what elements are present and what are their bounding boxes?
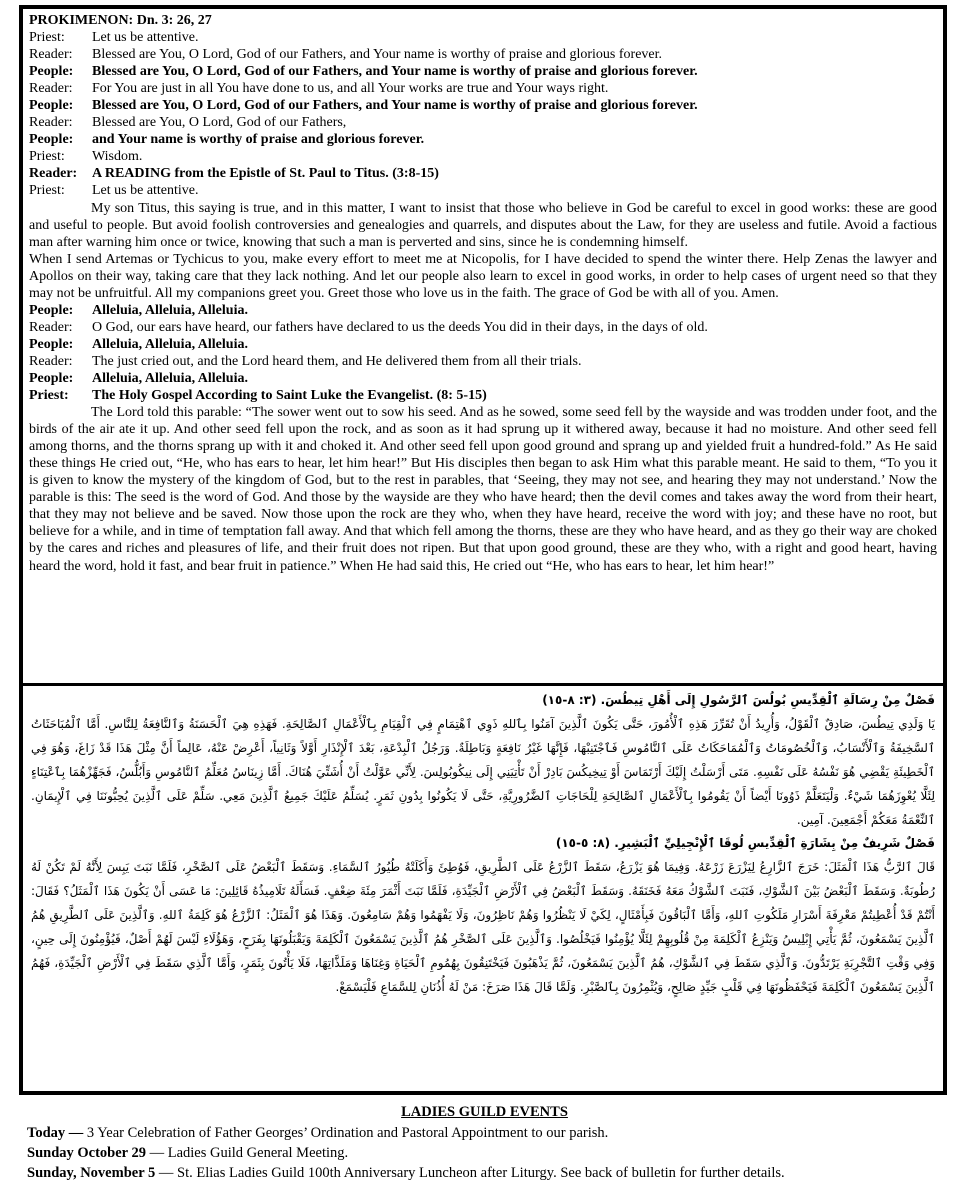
liturgy-line <box>29 114 937 131</box>
liturgy-line <box>29 370 937 387</box>
speaker-label: Priest: <box>29 30 65 46</box>
liturgy-line <box>29 29 937 46</box>
event-item <box>27 1123 942 1143</box>
speaker-label: Priest: <box>29 388 69 404</box>
liturgy-line <box>29 336 937 353</box>
liturgy-line <box>29 46 937 63</box>
ladies-guild-events <box>27 1102 942 1183</box>
event-item <box>27 1143 942 1163</box>
liturgy-line <box>29 353 937 370</box>
speaker-label: Reader: <box>29 319 73 335</box>
liturgy-line <box>29 387 937 404</box>
speaker-label: Reader: <box>29 166 78 182</box>
arabic-readings <box>31 689 935 1089</box>
liturgy-line <box>29 148 937 165</box>
speaker-label: Reader: <box>29 47 73 63</box>
epistle-paragraph-2: When I send Artemas or Tychicus to you, make every effort to meet me at Nicopolis, for I have decided to spend the winter there. Help Zenas the lawyer and Apollos on their way, taking care that they lack nothing. And let our people also learn to excel in good works, in order to help cases of urgent need so that they may not be unfruitful. All my companions greet you. Greet those who love us in the faith. The grace of God be with all of you. Amen. <box>29 251 937 301</box>
gospel-text: The Lord told this parable: “The sower went out to sow his seed. And as he sowed, some seed fell by the wayside and was trodden under foot, and the birds of the air ate it up. And other seed fell upon the rock, and as soon as it had sprung up it withered away, because it had no moisture. And other seed fell among thorns, and the thorns sprang up with it and choked it. And other seed fell upon good ground and sprang up and yielded fruit a hundred-fold.” As He said these things He cried out, “He, who has ears to hear, let him hear!” But His disciples then began to ask Him what this parable meant. He said to them, “To you it is given to know the mystery of the kingdom of God, but to the rest in parables, that ‘Seeing, they may not see, and hearing they may not understand.’ Now the parable is this: The seed is the word of God. And those by the wayside are they who have heard; then the devil comes and takes away the word from their heart, that they may not believe and be saved. Now those upon the rock are they who, when they have heard, receive the word with joy; and these have no root, but believe for a while, and in time of temptation fall away. And that which fell among the thorns, these are they who have heard, and as they go their way are choked by the cares and riches and pleasures of life, and their fruit does not ripen. But that upon good ground, these are they who, with a right and good heart, having heard the word, hold it fast, and bear fruit in patience.” When He had said this, He cried out “He, who has ears to hear, let him hear!” <box>29 405 937 574</box>
speaker-label: People: <box>29 336 74 352</box>
prokimenon-heading: PROKIMENON: Dn. 3: 26, 27 <box>29 13 212 28</box>
speaker-label: People: <box>29 302 74 318</box>
event-text: 3 Year Celebration of Father Georges’ Ordination and Pastoral Appointment to our parish. <box>83 1125 609 1141</box>
liturgy-line <box>29 302 937 319</box>
line-text: Wisdom. <box>92 149 143 165</box>
liturgy-line <box>29 165 937 182</box>
event-text: — St. Elias Ladies Guild 100th Anniversary Luncheon after Liturgy. See back of bulletin for further details. <box>155 1165 785 1181</box>
speaker-label: Reader: <box>29 81 73 97</box>
line-text: For You are just in all You have done to us, and all Your works are true and Your ways right. <box>92 81 609 97</box>
line-text: Blessed are You, O Lord, God of our Fathers, and Your name is worthy of praise and glorious forever. <box>92 47 663 63</box>
speaker-label: Priest: <box>29 183 65 199</box>
event-label: Sunday, November 5 <box>27 1165 156 1181</box>
event-text: — Ladies Guild General Meeting. <box>145 1145 349 1161</box>
liturgy-line <box>29 63 937 80</box>
speaker-label: People: <box>29 98 74 114</box>
line-text: and Your name is worthy of praise and glorious forever. <box>92 132 425 148</box>
speaker-label: Priest: <box>29 149 65 165</box>
line-text: A READING from the Epistle of St. Paul to Titus. (3:8-15) <box>92 166 439 182</box>
liturgy-line <box>29 182 937 199</box>
line-text: Alleluia, Alleluia, Alleluia. <box>92 302 248 318</box>
line-text: O God, our ears have heard, our fathers have declared to us the deeds You did in their days, in the days of old. <box>92 319 708 335</box>
arabic-gospel-heading: فَصْلٌ شَرِيفٌ مِنْ بِشَارَةِ ٱلْقِدِّيسِ لُوقَا ٱلْإِنْجِيلِيِّ ٱلْبَشِيرِ. (٨: ٥-١٥) <box>555 836 935 851</box>
line-text: Blessed are You, O Lord, God of our Fathers, and Your name is worthy of praise and glorious forever. <box>92 64 698 80</box>
arabic-epistle-heading: فَصْلٌ مِنْ رِسَالَةِ ٱلْقِدِّيسِ بُولُسَ ٱلرَّسُولِ إِلَى أَهْلِ تِيطُسَ. (٣: ٨-١٥) <box>542 693 935 707</box>
line-text: The Holy Gospel According to Saint Luke the Evangelist. (8: 5-15) <box>92 388 487 404</box>
liturgy-line <box>29 97 937 114</box>
speaker-label: Reader: <box>29 115 73 131</box>
line-text: Let us be attentive. <box>92 30 199 46</box>
liturgy-line <box>29 319 937 336</box>
line-text: Alleluia, Alleluia, Alleluia. <box>92 370 248 386</box>
section-divider <box>23 683 943 686</box>
line-text: Alleluia, Alleluia, Alleluia. <box>92 336 248 352</box>
speaker-label: Reader: <box>29 353 73 369</box>
epistle-paragraph-1: My son Titus, this saying is true, and in this matter, I want to insist that those who believe in God be careful to excel in good works: these are good and useful to people. But avoid foolish controversies and genealogies and quarrels, and disputes about the Law, for they are useless and futile. Avoid a factious man after warning him once or twice, knowing that such a man is perverted and sins, since he is condemning himself. <box>29 200 937 250</box>
arabic-epistle-text: يَا وَلَدِي تِيطُسَ، صَادِقٌ ٱلْقَوْلُ، وَأُرِيدُ أَنْ تُقَرِّرَ هَذِهِ ٱلْأُمُورَ، حَتَّى يَكُونَ ٱلَّذِينَ آمَنُوا بِٱللهِ ذَوِي ٱهْتِمَامٍ فِي ٱلْقِيَامِ بِٱلْأَعْمَالِ ٱلصَّالِحَةِ. فَهَذِهِ هِيَ ٱلْحَسَنَةُ وَٱلنَّافِعَةُ لِلنَّاسِ. أَمَّا ٱلْمُبَاحَثَاتُ ٱلسَّخِيفَةُ وَٱلْأَنْسَابُ، وَٱلْخُصُومَاتُ وَٱلْمُمَاحَكَاتُ عَلَى ٱلنَّامُوسِ فَٱجْتَنِبْهَا، فَإِنَّهَا غَيْرُ نَافِعَةٍ وَبَاطِلَةٌ. وَرَجُلُ ٱلْبِدْعَةِ، بَعْدَ ٱلْإِنْذَارِ أَوَّلاً وَثَانِياً، أَعْرِضْ عَنْهُ، عَالِماً أَنَّ مِثْلَ هَذَا قَدْ زَاغَ، وَهُوَ فِي ٱلْخَطِيئَةِ يَقْضِي هُوَ نَفْسُهُ عَلَى نَفْسِهِ. مَتَى أَرْسَلْتُ إِلَيْكَ أَرْتَمَاسَ أَوْ تِيخِيكُسَ بَادِرْ أَنْ تَأْتِيَنِي إِلَى نِيكُوبُولِسَ. لِأَنِّي عَوَّلْتُ أَنْ أُشَتِّيَ هُنَاكَ. أَمَّا زِينَاسُ مُعَلِّمُ ٱلنَّامُوسِ وَأَبُلُّسُ، فَجَهِّزْهُمَا بِٱعْتِنَاءٍ لِئَلَّا يُعْوِزَهُمَا شَيْءٌ. وَلْيَتَعَلَّمْ ذَوُونَا أَيْضاً أَنْ يَقُومُوا بِٱلْأَعْمَالِ ٱلصَّالِحَةِ لِلْحَاجَاتِ ٱلضَّرُورِيَّةِ، حَتَّى لَا يَكُونُوا بِدُونِ ثَمَرٍ. يُسَلِّمُ عَلَيْكَ جَمِيعُ ٱلَّذِينَ مَعِي. سَلِّمْ عَلَى ٱلَّذِينَ يُحِبُّونَنَا فِي ٱلْإِيمَانِ. ٱلنِّعْمَةُ مَعَكُمْ أَجْمَعِينَ. آمِين. <box>31 716 935 827</box>
liturgy-line <box>29 80 937 97</box>
liturgy-line <box>29 131 937 148</box>
line-text: Let us be attentive. <box>92 183 199 199</box>
event-label: Today — <box>27 1125 84 1141</box>
speaker-label: People: <box>29 370 74 386</box>
line-text: Blessed are You, O Lord, God of our Fathers, <box>92 115 347 131</box>
line-text: The just cried out, and the Lord heard them, and He delivered them from all their trials. <box>92 353 582 369</box>
alleluia-lines <box>29 302 937 404</box>
speaker-label: People: <box>29 132 74 148</box>
english-readings <box>29 12 937 680</box>
events-title: LADIES GUILD EVENTS <box>401 1104 568 1120</box>
event-item <box>27 1163 942 1183</box>
speaker-label: People: <box>29 64 74 80</box>
line-text: Blessed are You, O Lord, God of our Fathers, and Your name is worthy of praise and glorious forever. <box>92 98 698 114</box>
prokimenon-lines <box>29 29 937 199</box>
event-label: Sunday October 29 <box>27 1145 146 1161</box>
readings-frame <box>19 5 947 1095</box>
arabic-gospel-text: قَالَ ٱلرَّبُّ هَذَا ٱلْمَثَلَ: خَرَجَ ٱلزَّارِعُ لِيَزْرَعَ زَرْعَهُ. وَفِيمَا هُوَ يَزْرَعُ، سَقَطَ ٱلزَّرْعُ عَلَى ٱلطَّرِيقِ، فَوُطِئَ وَأَكَلَتْهُ طُيُورُ ٱلسَّمَاءِ. وَسَقَطَ ٱلْبَعْضُ عَلَى ٱلصَّخْرِ، فَلَمَّا نَبَتَ يَبِسَ لِأَنَّهُ لَمْ تَكُنْ لَهُ رُطُوبَةٌ. وَسَقَطَ ٱلْبَعْضُ بَيْنَ ٱلشَّوْكِ، فَنَبَتَ ٱلشَّوْكُ مَعَهُ فَخَنَقَهُ. وَسَقَطَ ٱلْبَعْضُ فِي ٱلْأَرْضِ ٱلْجَيِّدَةِ، فَلَمَّا نَبَتَ أَثْمَرَ مِئَةَ ضِعْفٍ. فَسَأَلَهُ تَلَامِيذُهُ قَائِلِينَ: مَا عَسَى أَنْ يَكُونَ هَذَا ٱلْمَثَلُ؟ فَقَالَ: أَنْتُمْ قَدْ أُعْطِيتُمْ مَعْرِفَةَ أَسْرَارِ مَلَكُوتِ ٱللهِ، وَأَمَّا ٱلْبَاقُونَ فَبِأَمْثَالٍ، لِكَيْ لَا يَنْظُرُوا وَهُمْ نَاظِرُونَ، وَلَا يَفْهَمُوا وَهُمْ سَامِعُونَ. وَهَذَا هُوَ ٱلْمَثَلُ: ٱلزَّرْعُ هُوَ كَلِمَةُ ٱللهِ. وَٱلَّذِينَ عَلَى ٱلطَّرِيقِ هُمُ ٱلَّذِينَ يَسْمَعُونَ، ثُمَّ يَأْتِي إِبْلِيسُ وَيَنْزِعُ ٱلْكَلِمَةَ مِنْ قُلُوبِهِمْ لِئَلَّا يُؤْمِنُوا فَيَخْلُصُوا. وَٱلَّذِينَ عَلَى ٱلصَّخْرِ هُمُ ٱلَّذِينَ يَسْمَعُونَ ٱلْكَلِمَةَ وَيَقْبَلُونَهَا بِفَرَحٍ، وَهَؤُلَاءِ لَيْسَ لَهُمْ أَصْلٌ، فَيُؤْمِنُونَ إِلَى حِينٍ، وَفِي وَقْتِ ٱلتَّجْرِبَةِ يَرْتَدُّونَ. وَٱلَّذِي سَقَطَ فِي ٱلشَّوْكِ، هُمُ ٱلَّذِينَ يَسْمَعُونَ، ثُمَّ يَذْهَبُونَ فَيَخْتَنِقُونَ بِهُمُومِ ٱلْحَيَاةِ وَغِنَاهَا وَمَلَذَّاتِهَا، فَلَا يَأْتُونَ بِثَمَرٍ، وَأَمَّا ٱلَّذِي سَقَطَ فِي ٱلْأَرْضِ ٱلْجَيِّدَةِ، فَهُمُ ٱلَّذِينَ يَسْمَعُونَ ٱلْكَلِمَةَ فَيَحْفَظُونَهَا فِي قَلْبٍ جَيِّدٍ صَالِحٍ، وَيُثْمِرُونَ بِٱلصَّبْرِ. وَلَمَّا قَالَ هَذَا صَرَخَ: مَنْ لَهُ أُذُنَانِ لِلسَّمَاعِ فَلْيَسْمَعْ. <box>31 860 935 994</box>
